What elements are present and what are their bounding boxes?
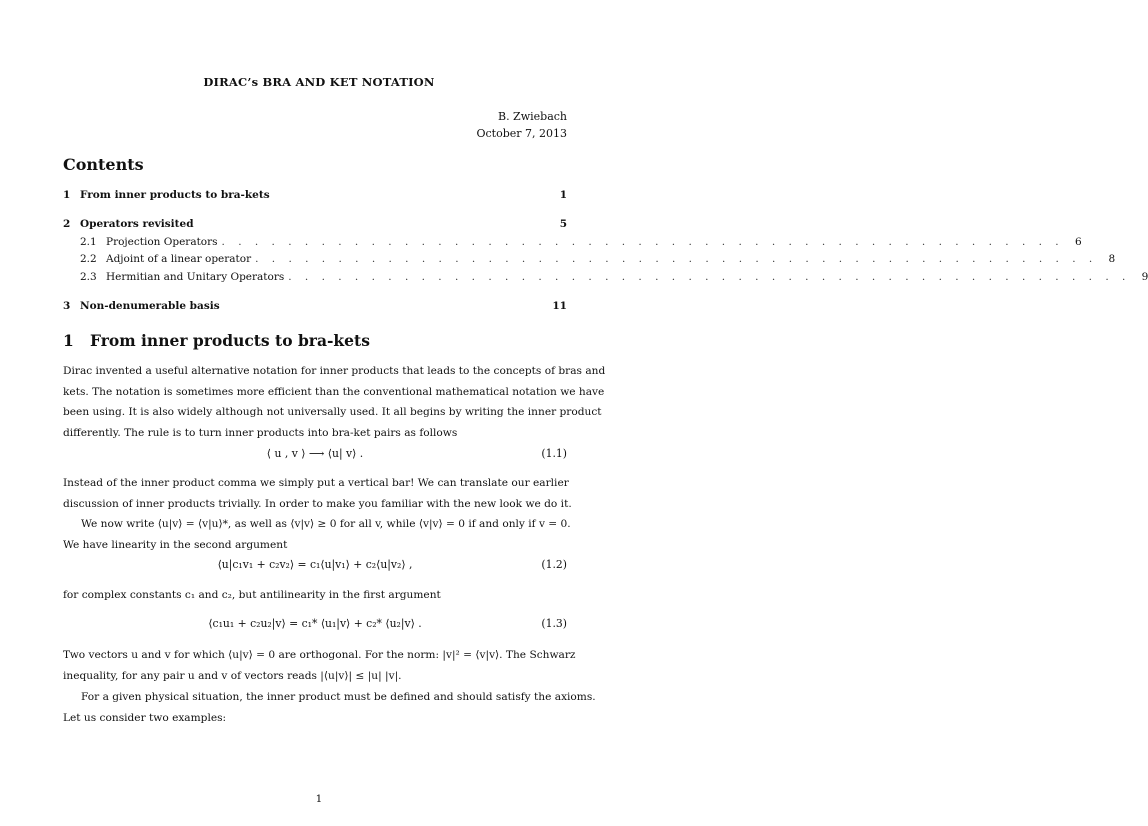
toc-leader-dots: . . . . . . . . . . . . . . . . . . . . . . . . . . . . . . . . . . . . . . . . . . . . . . . . . . . (288, 271, 1131, 283)
section-number: 1 (63, 331, 74, 350)
paragraph-properties (63, 514, 571, 555)
equation-1-2 (63, 558, 567, 576)
equation-number: (1.1) (541, 447, 567, 460)
text-line: for complex constants c₁ and c₂, but antilinearity in the first argument (63, 589, 441, 601)
toc-entry-number: 2.2 (80, 253, 97, 265)
equation-number: (1.3) (541, 617, 567, 630)
toc-leader-dots: . . . . . . . . . . . . . . . . . . . . . . . . . . . . . . . . . . . . . . . . . . . . . . . . . . . (255, 253, 1098, 265)
toc-entry-title: Hermitian and Unitary Operators (106, 271, 285, 283)
equation-1-3 (63, 617, 567, 635)
equation-number: (1.2) (541, 558, 567, 571)
toc-entry-number: 3 (63, 300, 71, 312)
toc-entry-1[interactable] (63, 189, 567, 201)
toc-entry-title: From inner products to bra-kets (80, 189, 270, 201)
equation-expression: ⟨u|c₁v₁ + c₂v₂⟩ = c₁⟨u|v₁⟩ + c₂⟨u|v₂⟩ , (217, 558, 413, 571)
text-line: For a given physical situation, the inner product must be defined and should satisfy the axioms. (81, 691, 596, 703)
text-line: We have linearity in the second argument (63, 538, 288, 551)
text-line: differently. The rule is to turn inner products into bra-ket pairs as follows (63, 426, 458, 439)
text-line: Let us consider two examples: (63, 711, 227, 724)
toc-entry-number: 2.3 (80, 271, 97, 283)
toc-entry-number: 1 (63, 189, 71, 201)
text-line: We now write ⟨u|v⟩ = ⟨v|u⟩*, as well as ⟨v|v⟩ ≥ 0 for all v, while ⟨v|v⟩ = 0 if and only if v = 0. (81, 518, 571, 530)
equation-expression: ⟨c₁u₁ + c₂u₂|v⟩ = c₁* ⟨u₁|v⟩ + c₂* ⟨u₂|v⟩ . (208, 617, 422, 630)
toc-entry-2-1[interactable] (80, 236, 1082, 248)
toc-entry-page: 5 (559, 218, 567, 230)
text-line: been using. It is also widely although not universally used. It all begins by writing the inner product (63, 406, 602, 418)
contents-heading: Contents (63, 155, 144, 174)
text-line: Instead of the inner product comma we simply put a vertical bar! We can translate our earlier (63, 477, 569, 489)
paragraph-translate (63, 473, 572, 514)
toc-entry-page: 1 (559, 189, 567, 201)
toc-entry-title: Non-denumerable basis (80, 300, 220, 312)
toc-entry-page: 11 (552, 300, 567, 312)
text-line: inequality, for any pair u and v of vectors reads |⟨u|v⟩| ≤ |u| |v|. (63, 669, 402, 682)
toc-entry-page: 8 (1108, 253, 1116, 265)
author-name: B. Zwiebach (497, 110, 567, 123)
toc-entry-title: Operators revisited (80, 218, 194, 230)
paragraph-orthogonal (63, 645, 576, 686)
paragraph-antilinearity (63, 585, 567, 606)
toc-entry-page: 9 (1141, 271, 1148, 283)
document-title: DIRAC’s BRA AND KET NOTATION (203, 75, 435, 89)
toc-entry-3[interactable] (63, 300, 567, 312)
toc-entry-number: 2.1 (80, 236, 97, 248)
page-number: 1 (315, 793, 323, 805)
section-heading (63, 331, 370, 350)
paragraph-examples (63, 687, 596, 728)
paragraph-intro (63, 361, 606, 443)
toc-entry-2-2[interactable] (80, 253, 1116, 265)
text-line: Dirac invented a useful alternative notation for inner products that leads to the concepts of bras and (63, 365, 606, 377)
toc-entry-2-3[interactable] (80, 271, 1148, 283)
equation-1-1 (63, 447, 567, 465)
toc-leader-dots: . . . . . . . . . . . . . . . . . . . . . . . . . . . . . . . . . . . . . . . . . . . . . . . . . . . (221, 236, 1064, 248)
document-date: October 7, 2013 (476, 127, 567, 140)
section-title: From inner products to bra-kets (90, 331, 370, 350)
toc-entry-title: Adjoint of a linear operator (106, 253, 252, 265)
toc-entry-2[interactable] (63, 218, 567, 230)
toc-entry-number: 2 (63, 218, 71, 230)
toc-entry-title: Projection Operators (106, 236, 218, 248)
equation-expression: ⟨ u , v ⟩ ⟶ ⟨u| v⟩ . (266, 447, 364, 460)
text-line: Two vectors u and v for which ⟨u|v⟩ = 0 are orthogonal. For the norm: |v|² = ⟨v|v⟩. The Schwarz (63, 649, 576, 661)
text-line: discussion of inner products trivially. In order to make you familiar with the new look we do it. (63, 497, 572, 510)
toc-entry-page: 6 (1074, 236, 1082, 248)
text-line: kets. The notation is sometimes more efficient than the conventional mathematical notation we have (63, 385, 605, 398)
